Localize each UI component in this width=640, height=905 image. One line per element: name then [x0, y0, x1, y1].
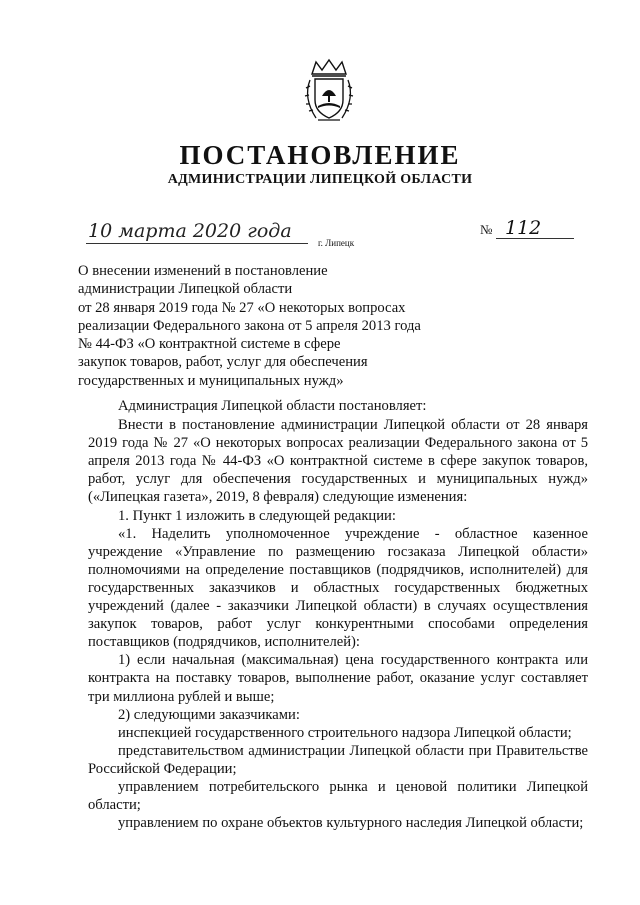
date-underline [86, 243, 308, 244]
heading-line: государственных и муниципальных нужд» [78, 372, 344, 389]
body-paragraph: 1. Пункт 1 изложить в следующей редакции: [118, 507, 396, 524]
heading-line: реализации Федерального закона от 5 апреля 2013 года [78, 317, 421, 334]
heading-line: О внесении изменений в постановление [78, 263, 328, 279]
body-paragraph: Администрация Липецкой области постановляет: [118, 398, 427, 414]
handwritten-date: 10 марта 2020 года [88, 220, 292, 242]
resolution-heading [78, 262, 421, 390]
document-subtitle: АДМИНИСТРАЦИИ ЛИПЕЦКОЙ ОБЛАСТИ [167, 172, 473, 187]
heading-line: закупок товаров, работ, услуг для обеспечения [78, 354, 368, 371]
body-paragraph: управлением потребительского рынка и ценовой политики Липецкой области; [88, 778, 588, 814]
document-body [88, 397, 588, 832]
coat-of-arms-emblem [298, 58, 360, 124]
body-paragraph: 1) если начальная (максимальная) цена государственного контракта или контракта на поставку товаров, выполнение работ, оказание услуг составляет три миллиона рублей и выше; [88, 652, 588, 705]
body-paragraph: управлением по охране объектов культурного наследия Липецкой области; [118, 815, 584, 832]
heading-line: № 44-ФЗ «О контрактной системе в сфере [78, 336, 341, 353]
city-label: г. Липецк [318, 238, 355, 248]
document-title: ПОСТАНОВЛЕНИЕ [179, 140, 461, 170]
body-paragraph: Внести в постановление администрации Липецкой области от 28 января 2019 года № 27 «О некоторых вопросах реализации Федерального закона от 5 апреля 2013 года № 44-ФЗ «О контрактной системе в сфере закупок товаров, работ, услуг для обеспечения государственных и муниципальных нужд» («Липецкая газета», 2019, 8 февраля) следующие изменения: [88, 417, 588, 506]
heading-line: от 28 января 2019 года № 27 «О некоторых вопросах [78, 299, 406, 316]
number-underline [496, 238, 574, 239]
document-number: 112 [505, 217, 542, 239]
number-label: № [480, 222, 493, 237]
body-paragraph: инспекцией государственного строительного надзора Липецкой области; [118, 724, 572, 741]
body-paragraph: «1. Наделить уполномоченное учреждение - областное казенное учреждение «Управление по размещению госзаказа Липецкой области» полномочиями на определение поставщиков (подрядчиков, исполнителей) для государственных заказчиков и областных государственных бюджетных учреждений (далее - заказчики Липецкой области) в случаях осуществления закупок товаров, работ услуг конкурентными способами определения поставщиков (подрядчиков, исполнителей): [88, 525, 588, 651]
body-paragraph: 2) следующими заказчиками: [118, 706, 300, 723]
body-paragraph: представительством администрации Липецкой области при Правительстве Российской Федерации; [88, 742, 588, 777]
heading-line: администрации Липецкой области [78, 281, 293, 298]
